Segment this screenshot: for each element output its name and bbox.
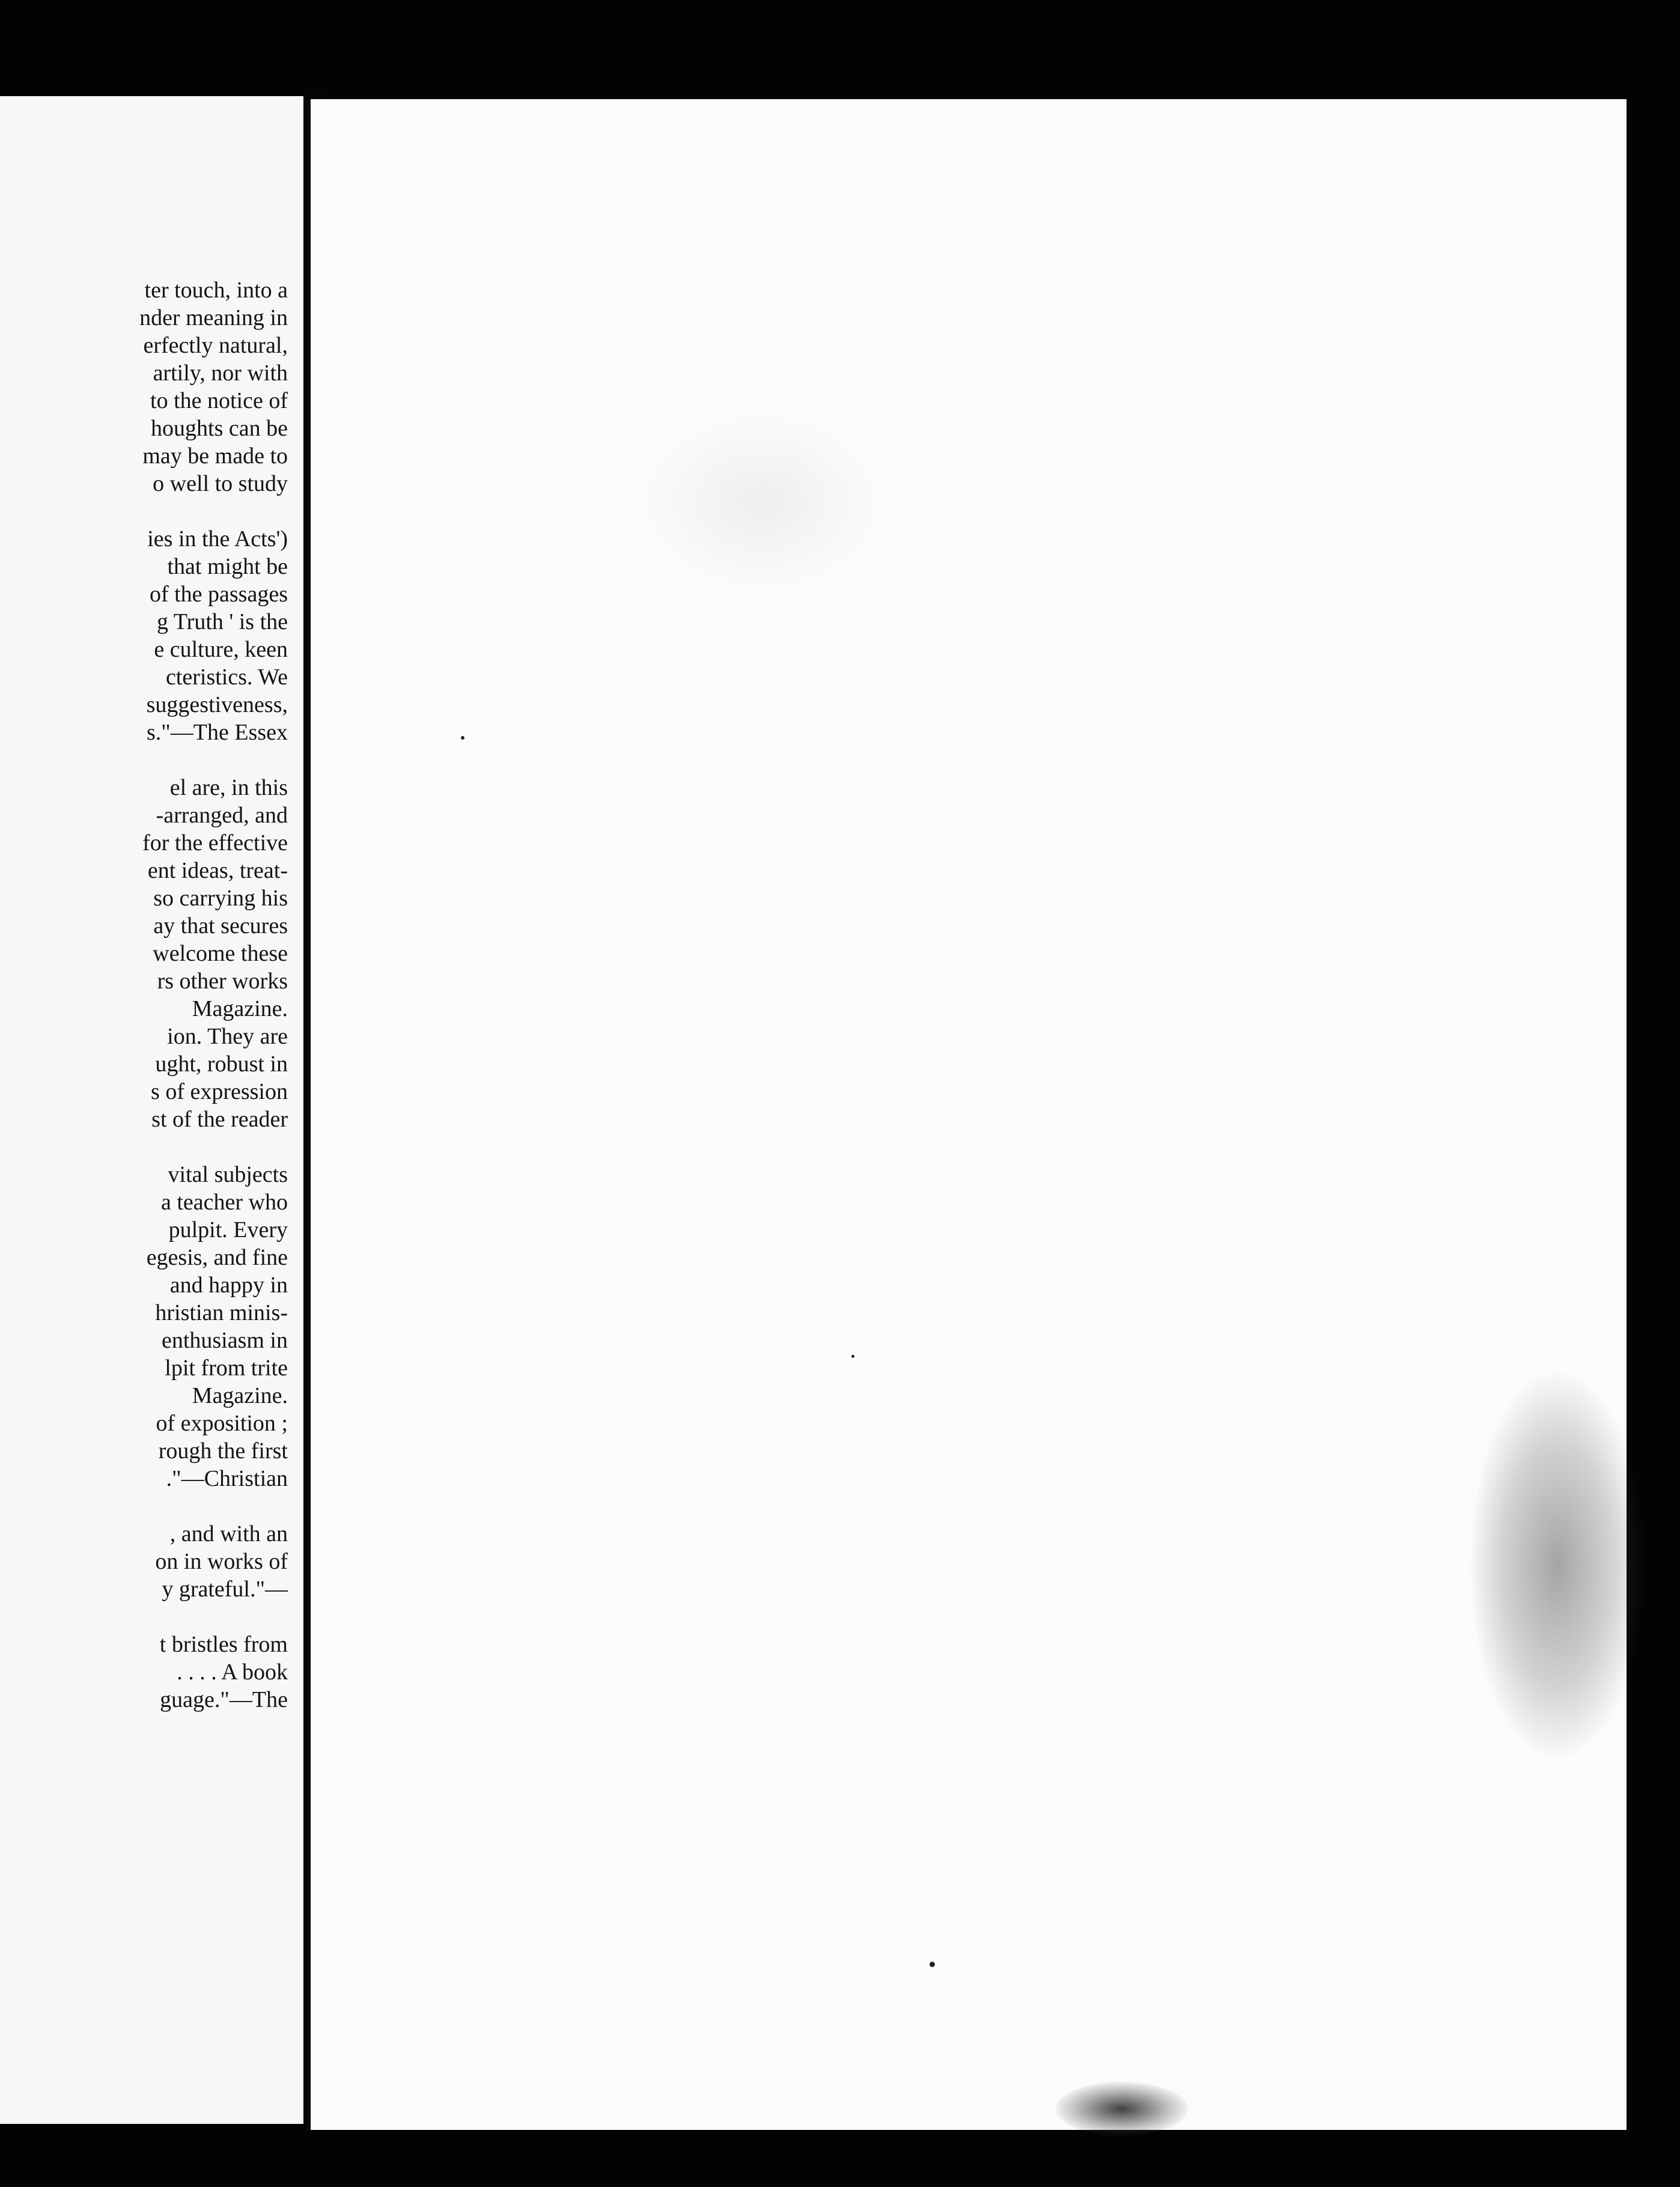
water-stain xyxy=(1470,1373,1645,1757)
text-line: Magazine. xyxy=(192,1383,288,1408)
text-line: of the passages xyxy=(149,582,288,607)
text-line: egesis, and fine xyxy=(146,1245,288,1270)
text-line: t bristles from xyxy=(159,1632,288,1657)
text-line: el are, in this xyxy=(169,775,288,800)
text-line: ."—Christian xyxy=(166,1466,288,1491)
text-line: ught, robust in xyxy=(155,1051,288,1077)
text-line: and happy in xyxy=(169,1273,288,1298)
text-line: , and with an xyxy=(169,1521,288,1547)
text-line: a teacher who xyxy=(161,1190,288,1215)
text-line: ent ideas, treat- xyxy=(147,858,288,883)
text-line: st of the reader xyxy=(151,1107,288,1132)
text-line: houghts can be xyxy=(151,416,288,441)
text-line xyxy=(0,1603,288,1631)
text-line: guage."—The xyxy=(160,1687,288,1712)
text-line: o well to study xyxy=(153,471,288,496)
text-line: lpit from trite xyxy=(165,1355,288,1381)
paper-stain-faint xyxy=(641,412,881,592)
text-line: welcome these xyxy=(153,941,288,966)
text-line: that might be xyxy=(167,554,288,579)
text-line: artily, nor with xyxy=(153,360,288,386)
text-line: s of expression xyxy=(151,1079,288,1104)
text-line: may be made to xyxy=(142,443,288,469)
text-line: to the notice of xyxy=(150,388,288,413)
right-page-blank xyxy=(306,99,1627,2130)
text-line: rough the first xyxy=(158,1438,288,1464)
text-line: enthusiasm in xyxy=(161,1328,288,1353)
text-line: . . . . A book xyxy=(177,1659,288,1685)
paper-speck xyxy=(930,1962,935,1967)
text-line: e culture, keen xyxy=(154,637,288,662)
text-line xyxy=(0,497,288,525)
text-line xyxy=(0,1133,288,1161)
paper-speck xyxy=(851,1355,854,1358)
text-line: rs other works xyxy=(157,969,288,994)
text-line: on in works of xyxy=(155,1549,288,1574)
text-line: Magazine. xyxy=(192,996,288,1021)
text-line xyxy=(0,746,288,774)
paper-speck xyxy=(461,736,464,740)
text-line: ies in the Acts') xyxy=(147,526,288,552)
text-line: erfectly natural, xyxy=(143,333,288,358)
text-line: -arranged, and xyxy=(156,803,288,828)
text-line: vital subjects xyxy=(168,1162,288,1187)
left-page-text-column xyxy=(0,276,288,1714)
ink-blot xyxy=(1056,2082,1188,2136)
text-line: of exposition ; xyxy=(156,1411,288,1436)
left-page xyxy=(0,96,303,2124)
text-line: g Truth ' is the xyxy=(156,609,288,634)
text-line: ay that secures xyxy=(153,913,288,938)
text-line: ter touch, into a xyxy=(144,278,288,303)
text-line: nder meaning in xyxy=(139,305,288,330)
text-line: ion. They are xyxy=(167,1024,288,1049)
text-line: y grateful."— xyxy=(162,1577,288,1602)
text-line: hristian minis- xyxy=(155,1300,288,1325)
text-line: for the effective xyxy=(142,830,288,856)
text-line: pulpit. Every xyxy=(168,1217,288,1243)
text-line: cteristics. We xyxy=(165,665,288,690)
text-line: s."—The Essex xyxy=(146,720,288,745)
text-line: so carrying his xyxy=(153,886,288,911)
text-line xyxy=(0,1492,288,1520)
text-line: suggestiveness, xyxy=(146,692,288,717)
